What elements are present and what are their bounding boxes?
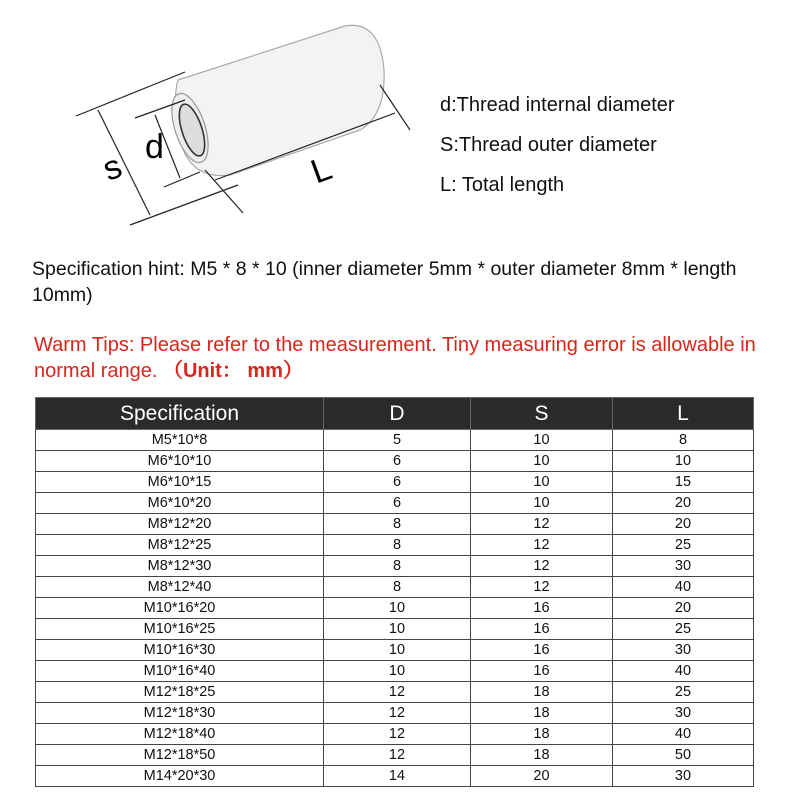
cell-l: 25 [613,682,754,703]
cell-s: 12 [471,535,613,556]
table-row [36,577,754,598]
cell-l: 50 [613,745,754,766]
cell-d: 8 [324,535,471,556]
cell-d: 14 [324,766,471,787]
spec-table [35,397,754,787]
cell-specification: M10*16*30 [36,640,324,661]
cell-specification: M12*18*50 [36,745,324,766]
cell-l: 8 [613,430,754,451]
cell-d: 12 [324,724,471,745]
cell-specification: M12*18*25 [36,682,324,703]
d-label: d [145,128,164,166]
cell-s: 16 [471,640,613,661]
table-row [36,556,754,577]
cell-d: 8 [324,514,471,535]
cell-l: 40 [613,577,754,598]
cell-l: 20 [613,493,754,514]
legend-d: d:Thread internal diameter [440,94,675,116]
table-row [36,640,754,661]
cell-s: 12 [471,556,613,577]
cell-d: 12 [324,745,471,766]
cell-d: 10 [324,661,471,682]
cell-s: 18 [471,724,613,745]
cell-d: 6 [324,493,471,514]
cell-d: 12 [324,682,471,703]
legend-s: S:Thread outer diameter [440,134,657,156]
table-row [36,682,754,703]
cell-specification: M10*16*25 [36,619,324,640]
legend-l: L: Total length [440,174,565,196]
cell-l: 30 [613,703,754,724]
cell-s: 10 [471,451,613,472]
header-l: L [613,398,754,430]
table-row [36,493,754,514]
header-s: S [471,398,613,430]
cell-d: 6 [324,451,471,472]
table-row [36,703,754,724]
table-row [36,619,754,640]
s-label: s [97,147,127,189]
cell-d: 10 [324,598,471,619]
cell-l: 25 [613,535,754,556]
cell-d: 6 [324,472,471,493]
cell-s: 12 [471,514,613,535]
cell-s: 16 [471,619,613,640]
table-row [36,724,754,745]
cell-l: 25 [613,619,754,640]
cell-s: 16 [471,598,613,619]
cell-l: 15 [613,472,754,493]
cell-specification: M8*12*30 [36,556,324,577]
cell-s: 20 [471,766,613,787]
cell-specification: M8*12*25 [36,535,324,556]
cell-d: 8 [324,556,471,577]
cell-l: 40 [613,661,754,682]
cell-d: 8 [324,577,471,598]
cell-l: 20 [613,598,754,619]
cell-specification: M6*10*10 [36,451,324,472]
cell-s: 16 [471,661,613,682]
cell-specification: M14*20*30 [36,766,324,787]
table-row [36,472,754,493]
header-specification: Specification [36,398,324,430]
table-row [36,598,754,619]
cell-d: 12 [324,703,471,724]
cell-specification: M8*12*20 [36,514,324,535]
cell-s: 18 [471,703,613,724]
cell-d: 10 [324,640,471,661]
cell-specification: M10*16*20 [36,598,324,619]
cell-d: 5 [324,430,471,451]
cell-specification: M6*10*15 [36,472,324,493]
cell-s: 18 [471,745,613,766]
l-label: L [305,149,337,192]
table-body [36,430,754,787]
table-row [36,535,754,556]
table-row [36,430,754,451]
cell-l: 20 [613,514,754,535]
table-row [36,745,754,766]
header-d: D [324,398,471,430]
table-row [36,766,754,787]
table-row [36,451,754,472]
table-row [36,514,754,535]
cell-specification: M6*10*20 [36,493,324,514]
cell-l: 10 [613,451,754,472]
cell-l: 30 [613,556,754,577]
cell-specification: M12*18*30 [36,703,324,724]
cell-s: 12 [471,577,613,598]
cell-s: 10 [471,493,613,514]
unit-note: （Unit： mm） [162,360,303,382]
cell-specification: M5*10*8 [36,430,324,451]
cell-specification: M10*16*40 [36,661,324,682]
warm-tips [34,332,774,384]
cell-s: 18 [471,682,613,703]
cell-l: 30 [613,640,754,661]
cell-l: 40 [613,724,754,745]
cell-specification: M8*12*40 [36,577,324,598]
coupling-nut-diagram [0,0,440,240]
cell-s: 10 [471,472,613,493]
specification-hint: Specification hint: M5 * 8 * 10 (inner diameter 5mm * outer diameter 8mm * length 10mm) [32,258,737,306]
cell-l: 30 [613,766,754,787]
cell-s: 10 [471,430,613,451]
warm-tips-text: Warm Tips: Please refer to the measurement. Tiny measuring error is allowable in normal range. [34,334,756,382]
cell-specification: M12*18*40 [36,724,324,745]
cell-d: 10 [324,619,471,640]
table-header [36,398,754,430]
table-row [36,661,754,682]
